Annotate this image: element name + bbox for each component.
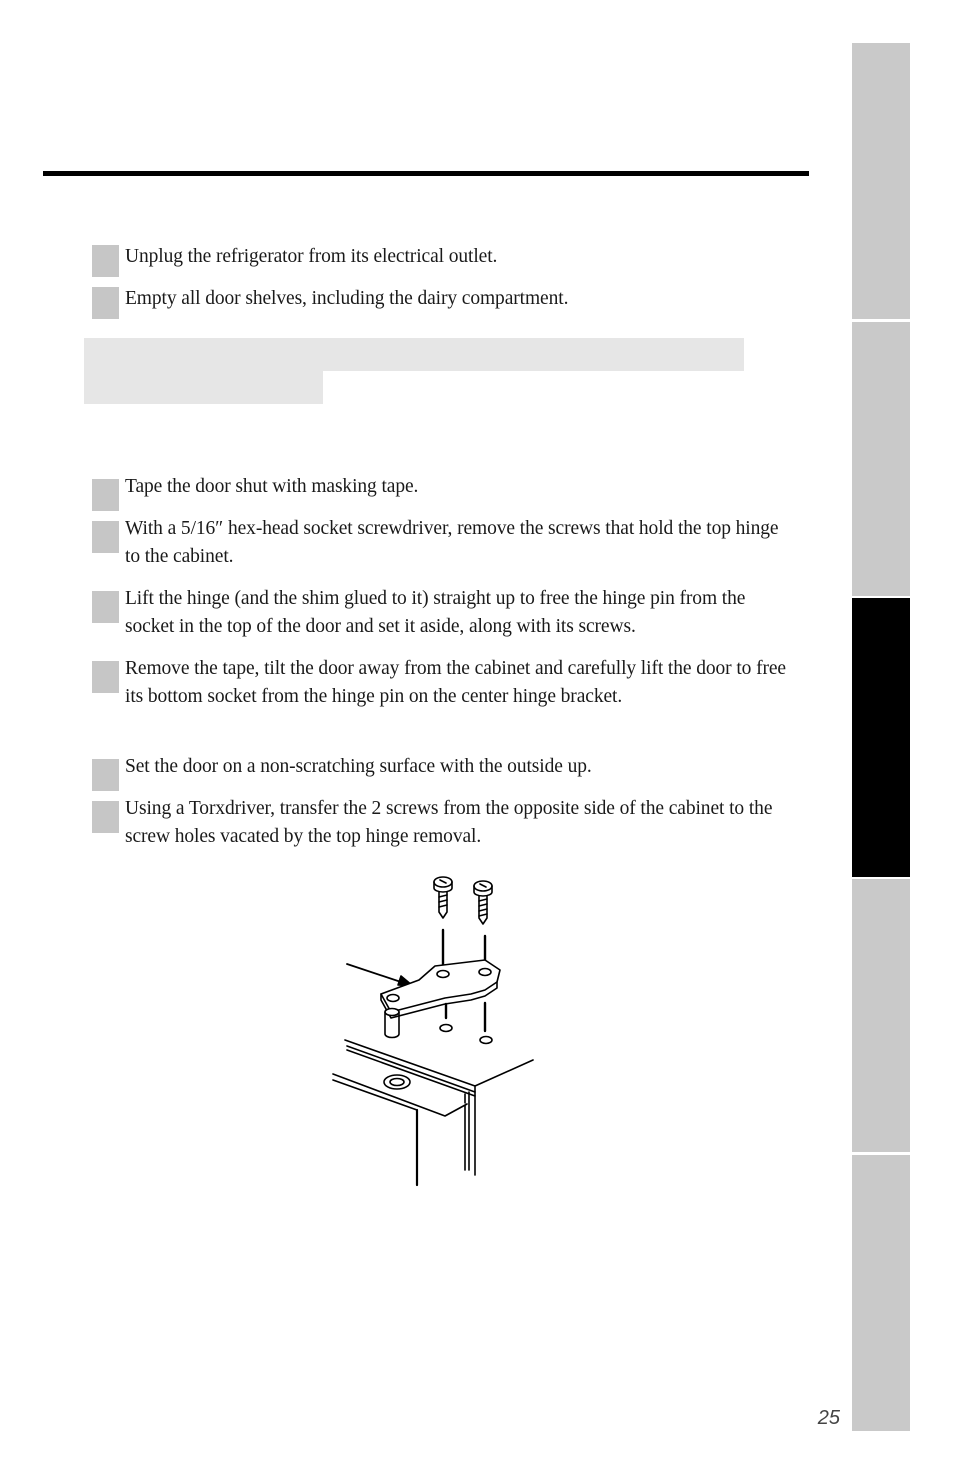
step-text: Empty all door shelves, including the dairy compartment. <box>125 288 569 309</box>
side-tab-4 <box>852 879 910 1152</box>
page-number: 25 <box>817 1407 840 1429</box>
side-tab-1 <box>852 43 910 319</box>
side-tab-5 <box>852 1155 910 1431</box>
note-highlight-bar <box>84 371 323 404</box>
screw-icon <box>474 881 492 924</box>
step-text: Remove the tape, tilt the door away from the cabinet and carefully lift the door to free its bottom socket from the hinge pin on the center hinge bracket. <box>125 658 786 707</box>
step-marker <box>92 521 119 553</box>
hinge-illustration <box>325 870 545 1190</box>
step-text: Unplug the refrigerator from its electrical outlet. <box>125 246 498 267</box>
side-tab-2 <box>852 322 910 596</box>
cabinet-top <box>333 1040 533 1185</box>
side-tab-active <box>852 598 910 877</box>
step-text: Set the door on a non-scratching surface with the outside up. <box>125 756 592 777</box>
step-text: Lift the hinge (and the shim glued to it) straight up to free the hinge pin from the socket in the top of the door and set it aside, along with its screws. <box>125 588 746 637</box>
header-rule <box>43 171 809 176</box>
step-text: Tape the door shut with masking tape. <box>125 476 419 497</box>
step-text: With a 5/16″ hex-head socket screwdriver, remove the screws that hold the top hinge to the cabinet. <box>125 518 779 567</box>
step-marker <box>92 591 119 623</box>
step-marker <box>92 661 119 693</box>
step-marker <box>92 479 119 511</box>
note-highlight-bar <box>84 338 744 371</box>
step-marker <box>92 245 119 277</box>
step-marker <box>92 759 119 791</box>
step-text: Using a Torxdriver, transfer the 2 screws from the opposite side of the cabinet to the screw holes vacated by the top hinge removal. <box>125 798 773 847</box>
step-marker <box>92 287 119 319</box>
step-marker <box>92 801 119 833</box>
screw-icon <box>434 877 452 918</box>
